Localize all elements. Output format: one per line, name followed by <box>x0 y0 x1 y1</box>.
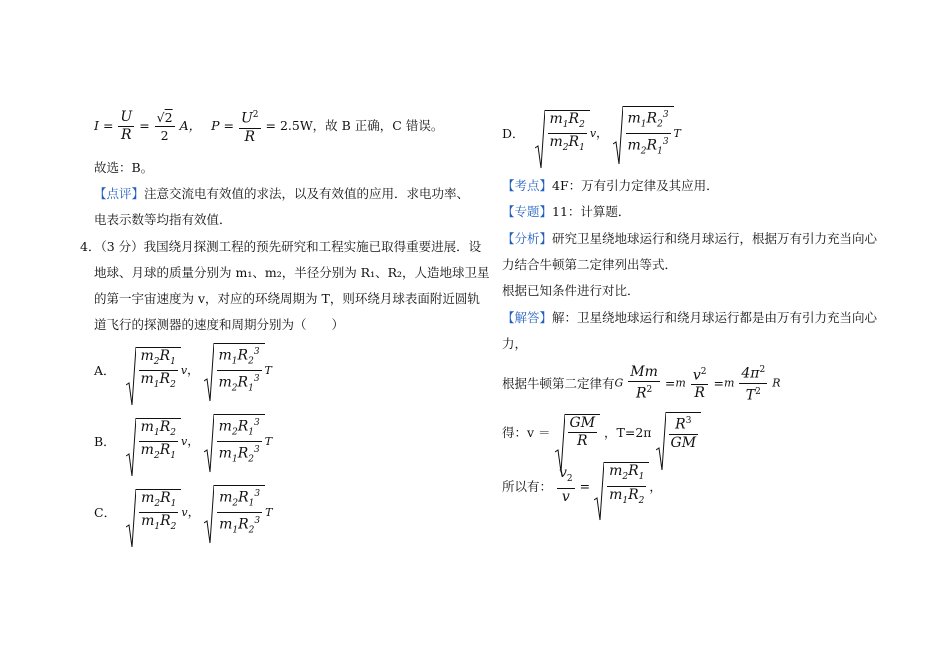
radical-sign-icon <box>204 414 214 474</box>
kaodian-text: 4F：万有引力定律及其应用． <box>552 178 719 193</box>
question-4-line-4: 道飞行的探测器的速度和周期分别为（ ） <box>94 317 345 332</box>
newton-prefix: 根据牛顿第二定律有 <box>502 376 615 392</box>
jieda-line-1 <box>502 310 877 326</box>
kaodian-line <box>502 178 719 194</box>
ratio-formula: 所以有： $\frac{v_2}{v}$ = $\frac{m_2R_1}{m_1R_2}$ ， <box>502 462 662 510</box>
question-4-line-3: 的第一宇宙速度为 v，对应的环绕周期为 T，则环绕月球表面附近圆轨 <box>94 291 480 306</box>
option-C-sqrt-2: $\frac{m_2R_1^3}{m_1R_2^3}$ <box>204 485 265 540</box>
jieda-text-1: 解：卫星绕地球运行和绕月球运行都是由万有引力充当向心 <box>552 310 878 325</box>
zhuanti-text: 11：计算题． <box>552 204 631 219</box>
sqrt-R3-over-GM: $\frac{R^3}{GM}$ <box>656 412 702 452</box>
unit-A: A， <box>179 117 202 133</box>
num-U: U <box>120 108 133 125</box>
fraction-U-over-R <box>118 109 134 144</box>
option-C-label: C． <box>94 505 117 521</box>
fenxi-tag: 【分析】 <box>502 231 553 246</box>
option-D[interactable]: D． $\frac{m_1R_2}{m_2R_1}$ v， $\frac{m_1R_2^3}{m_2R_1^3}$ T <box>502 106 681 161</box>
radical-sign-icon <box>535 110 545 170</box>
formula-tail: = 2.5W，故 B 正确，C 错误。 <box>265 117 444 133</box>
comment-line-2: 电表示数等均指有效值． <box>94 212 232 227</box>
option-A[interactable]: A． $\frac{m_2R_1}{m_1R_2}$ v， $\frac{m_1R_2^3}{m_2R_1^3}$ T <box>94 343 272 398</box>
comment-line-1 <box>94 186 469 202</box>
option-C[interactable]: C． $\frac{m_2R_1}{m_1R_2}$ v， $\frac{m_2R_1^3}{m_1R_2^3}$ T <box>94 485 272 540</box>
option-D-sqrt-1: $\frac{m_1R_2}{m_2R_1}$ <box>535 110 590 158</box>
den-R: R <box>121 126 132 143</box>
jieda-line-2: 力， <box>502 336 528 351</box>
symbol-P: P <box>211 117 220 133</box>
radical-sign-icon <box>126 418 136 478</box>
radical-sign-icon <box>204 343 214 403</box>
suoyi-prefix: 所以有： <box>502 478 553 494</box>
comma: ， <box>649 478 662 494</box>
fenxi-text-1: 研究卫星绕地球运行和绕月球运行，根据万有引力充当向心 <box>552 231 878 246</box>
den-2: 2 <box>160 127 169 143</box>
option-D-label: D． <box>502 126 525 142</box>
num-sqrt2: √2 <box>156 109 173 125</box>
zhuanti-tag: 【专题】 <box>502 204 553 219</box>
option-B[interactable]: B． $\frac{m_1R_2}{m_2R_1}$ v， $\frac{m_2R_1^3}{m_1R_2^3}$ T <box>94 414 272 469</box>
option-B-label: B． <box>94 434 116 450</box>
option-B-sqrt-1: $\frac{m_1R_2}{m_2R_1}$ <box>126 418 181 466</box>
option-D-sqrt-2: $\frac{m_1R_2^3}{m_2R_1^3}$ <box>613 106 674 161</box>
fraction-U2-over-R <box>239 107 261 146</box>
de-T: ，T=2π <box>604 424 652 440</box>
newton-formula: 根据牛顿第二定律有G $\frac{Mm}{R^2}$ =m $\frac{v^2}{R}$ =m $\frac{4\pi^2}{T^2}$ R <box>502 363 781 404</box>
radical-sign-icon <box>613 106 623 166</box>
fenxi-line-1 <box>502 231 877 247</box>
kaodian-tag: 【考点】 <box>502 178 553 193</box>
equals-1: = <box>102 117 114 133</box>
symbol-I: I <box>94 117 99 133</box>
question-4-line-2: 地球、月球的质量分别为 m₁、m₂，半径分别为 R₁、R₂，人造地球卫星 <box>94 265 490 280</box>
option-B-sqrt-2: $\frac{m_2R_1^3}{m_1R_2^3}$ <box>204 414 265 469</box>
formula-line-current-power: I = $\frac{U}{R}$ = $\frac{√2}{2}$ A， P = $\frac{U^2}{R}$ = 2.5W，故 B 正确，C 错误。 <box>94 108 444 145</box>
fenxi-line-2: 力结合牛顿第二定律列出等式． <box>502 257 678 272</box>
U2-U: U <box>240 110 253 127</box>
den-R2: R <box>244 128 256 145</box>
fenxi-line-3: 根据已知条件进行对比． <box>502 283 640 298</box>
sqrt2-digit: 2 <box>164 109 173 125</box>
jieda-tag: 【解答】 <box>502 310 553 325</box>
sqrt-ratio: $\frac{m_2R_1}{m_1R_2}$ <box>594 462 649 510</box>
comment-tag: 【点评】 <box>94 186 145 201</box>
velocity-period-formula <box>502 412 701 452</box>
option-A-sqrt-2: $\frac{m_1R_2^3}{m_2R_1^3}$ <box>204 343 265 398</box>
option-A-sqrt-1: $\frac{m_2R_1}{m_1R_2}$ <box>126 347 181 395</box>
fraction-sqrt2-over-2 <box>155 109 175 144</box>
option-A-label: A． <box>94 363 116 379</box>
radical-sign-icon <box>126 489 136 549</box>
radical-sign-icon <box>126 347 136 407</box>
option-C-sqrt-1: $\frac{m_2R_1}{m_1R_2}$ <box>126 489 181 537</box>
num-U2: $U^2$ <box>239 107 261 129</box>
comment-text-1: 注意交流电有效值的求法，以及有效值的应用．求电功率、 <box>144 186 470 201</box>
answer-choice: 故选：B。 <box>94 160 154 175</box>
zhuanti-line <box>502 204 630 220</box>
radical-sign-icon <box>594 462 604 522</box>
sqrt-GM-over-R: $\frac{GM}{R}$ <box>555 414 601 450</box>
question-4-line-1: 4．（3 分）我国绕月探测工程的预先研究和工程实施已取得重要进展．设 <box>80 239 482 254</box>
de-prefix: 得：v ＝ <box>502 424 551 440</box>
radical-sign-icon <box>204 485 214 545</box>
